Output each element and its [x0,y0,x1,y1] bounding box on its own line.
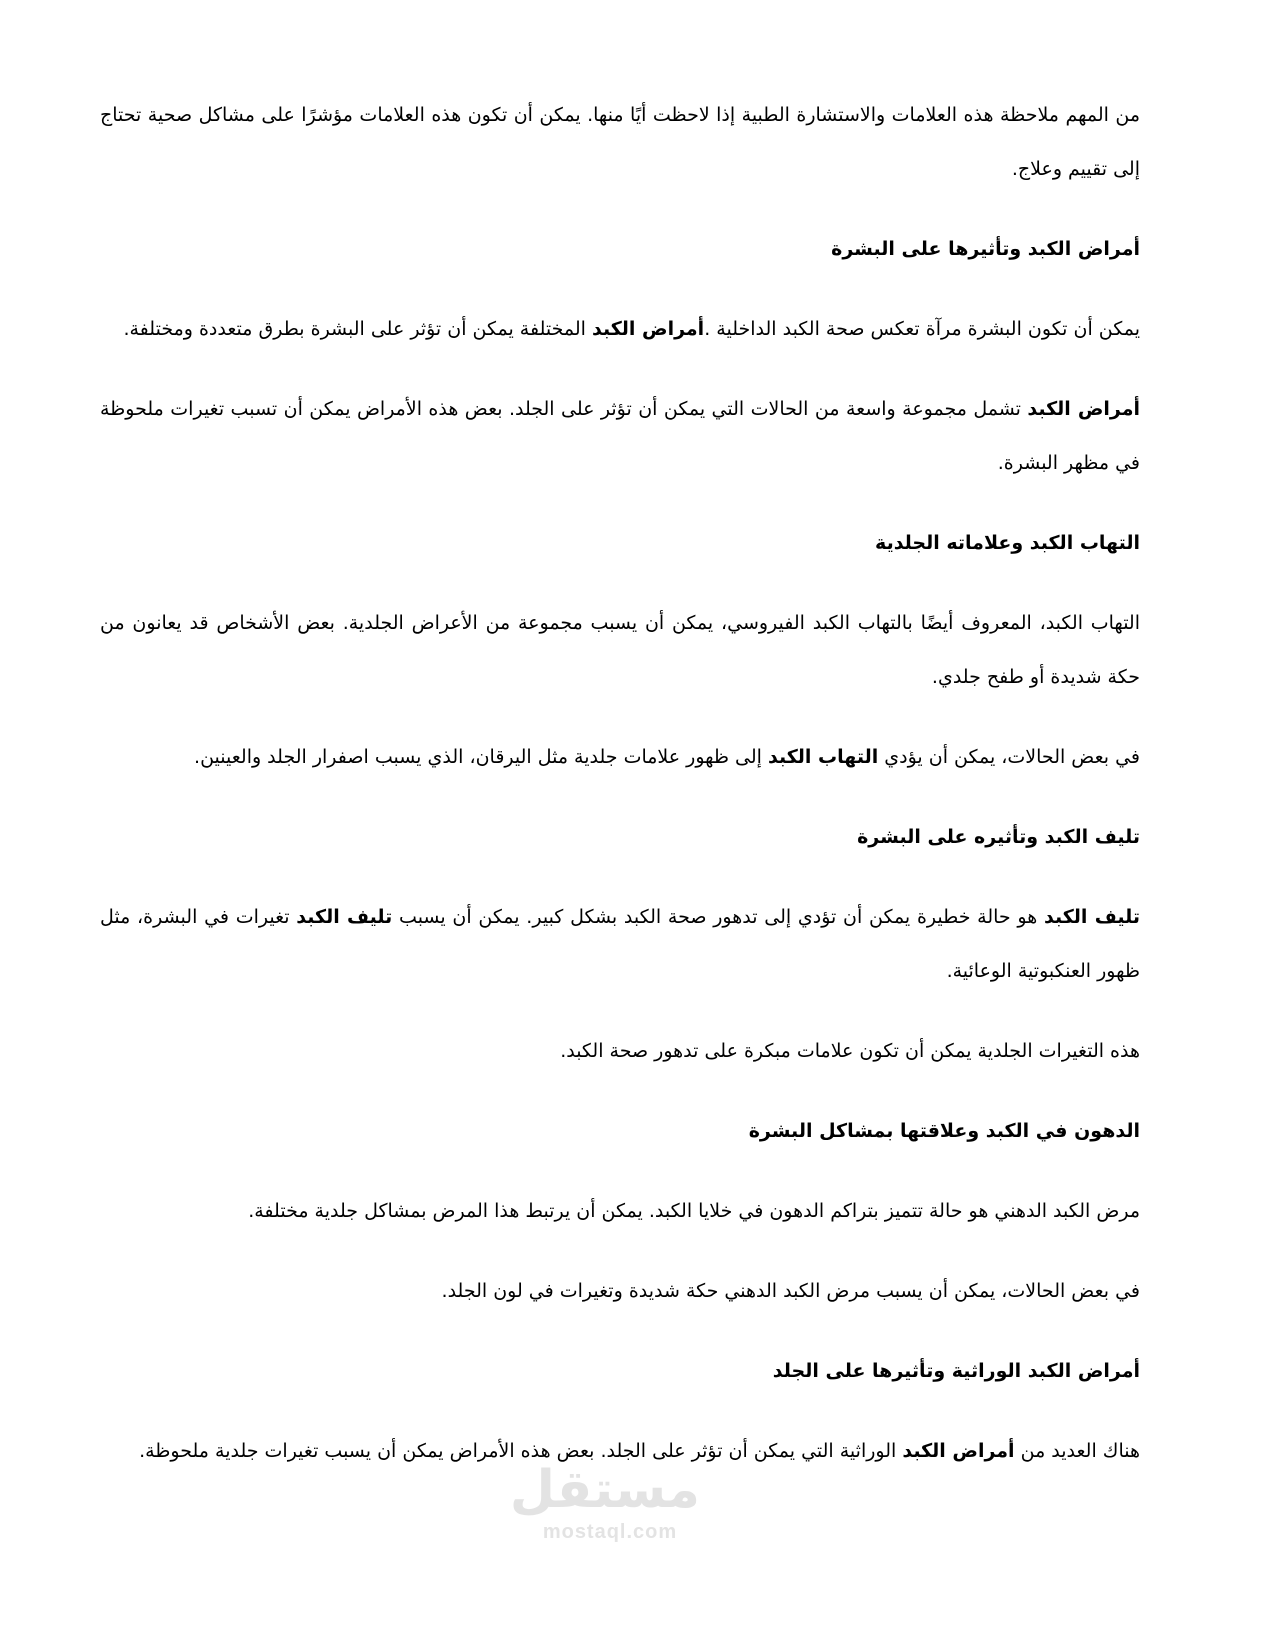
text-segment: المختلفة يمكن أن تؤثر على البشرة بطرق متعددة ومختلفة. [123,318,592,340]
bold-term: أمراض الكبد [902,1440,1015,1462]
text-segment: يمكن أن تكون البشرة مرآة تعكس صحة الكبد الداخلية . [704,318,1140,340]
document-body [100,88,1140,1504]
text-segment: تغيرات في البشرة، مثل ظهور العنكبوتية الوعائية. [100,906,1140,982]
paragraph-skin-mirror [100,302,1140,356]
text-segment: الوراثية التي يمكن أن تؤثر على الجلد. بعض هذه الأمراض يمكن أن يسبب تغيرات جلدية ملحوظة. [139,1440,903,1462]
bold-term: تليف الكبد [1043,906,1140,928]
paragraph-jaundice [100,730,1140,784]
paragraph-fatty-liver-itching: في بعض الحالات، يمكن أن يسبب مرض الكبد الدهني حكة شديدة وتغيرات في لون الجلد. [441,1280,1140,1302]
heading-genetic-liver-diseases: أمراض الكبد الوراثية وتأثيرها على الجلد [772,1360,1140,1382]
paragraph-hepatitis: التهاب الكبد، المعروف أيضًا بالتهاب الكبد الفيروسي، يمكن أن يسبب مجموعة من الأعراض الجلدية. بعض الأشخاص قد يعانون من حكة شديدة أو طفح جلدي. [100,612,1140,688]
text-segment: هو حالة خطيرة يمكن أن تؤدي إلى تدهور صحة الكبد بشكل كبير. يمكن أن يسبب [392,906,1044,928]
text-segment: في بعض الحالات، يمكن أن يؤدي [878,746,1140,768]
paragraph-intro: من المهم ملاحظة هذه العلامات والاستشارة الطبية إذا لاحظت أيًا منها. يمكن أن تكون هذه العلامات مؤشرًا على مشاكل صحية تحتاج إلى تقييم وعلاج. [100,104,1140,180]
bold-term: التهاب الكبد [768,746,879,768]
paragraph-early-signs: هذه التغيرات الجلدية يمكن أن تكون علامات مبكرة على تدهور صحة الكبد. [560,1040,1140,1062]
heading-hepatitis-skin-signs: التهاب الكبد وعلاماته الجلدية [875,532,1140,554]
bold-term: أمراض الكبد [591,318,705,340]
heading-fatty-liver-skin: الدهون في الكبد وعلاقتها بمشاكل البشرة [748,1120,1140,1142]
bold-term: أمراض الكبد [1027,398,1140,420]
heading-cirrhosis-skin: تليف الكبد وتأثيره على البشرة [857,826,1140,848]
paragraph-cirrhosis [100,890,1140,998]
bold-term: تليف الكبد [296,906,393,928]
paragraph-fatty-liver: مرض الكبد الدهني هو حالة تتميز بتراكم الدهون في خلايا الكبد. يمكن أن يرتبط هذا المرض بمشاكل جلدية مختلفة. [248,1200,1140,1222]
text-segment: إلى ظهور علامات جلدية مثل اليرقان، الذي يسبب اصفرار الجلد والعينين. [194,746,769,768]
watermark-latin-text: mostaql.com [542,1521,678,1543]
text-segment: تشمل مجموعة واسعة من الحالات التي يمكن أن تؤثر على الجلد. بعض هذه الأمراض يمكن أن تسبب تغيرات ملحوظة في مظهر البشرة. [100,398,1140,474]
heading-liver-diseases-skin: أمراض الكبد وتأثيرها على البشرة [831,238,1140,260]
mostaql-watermark [509,1460,700,1580]
paragraph-liver-diseases-range [100,382,1140,490]
watermark-arabic-text: مستقل [509,1460,700,1520]
text-segment: هناك العديد من [1014,1440,1140,1462]
